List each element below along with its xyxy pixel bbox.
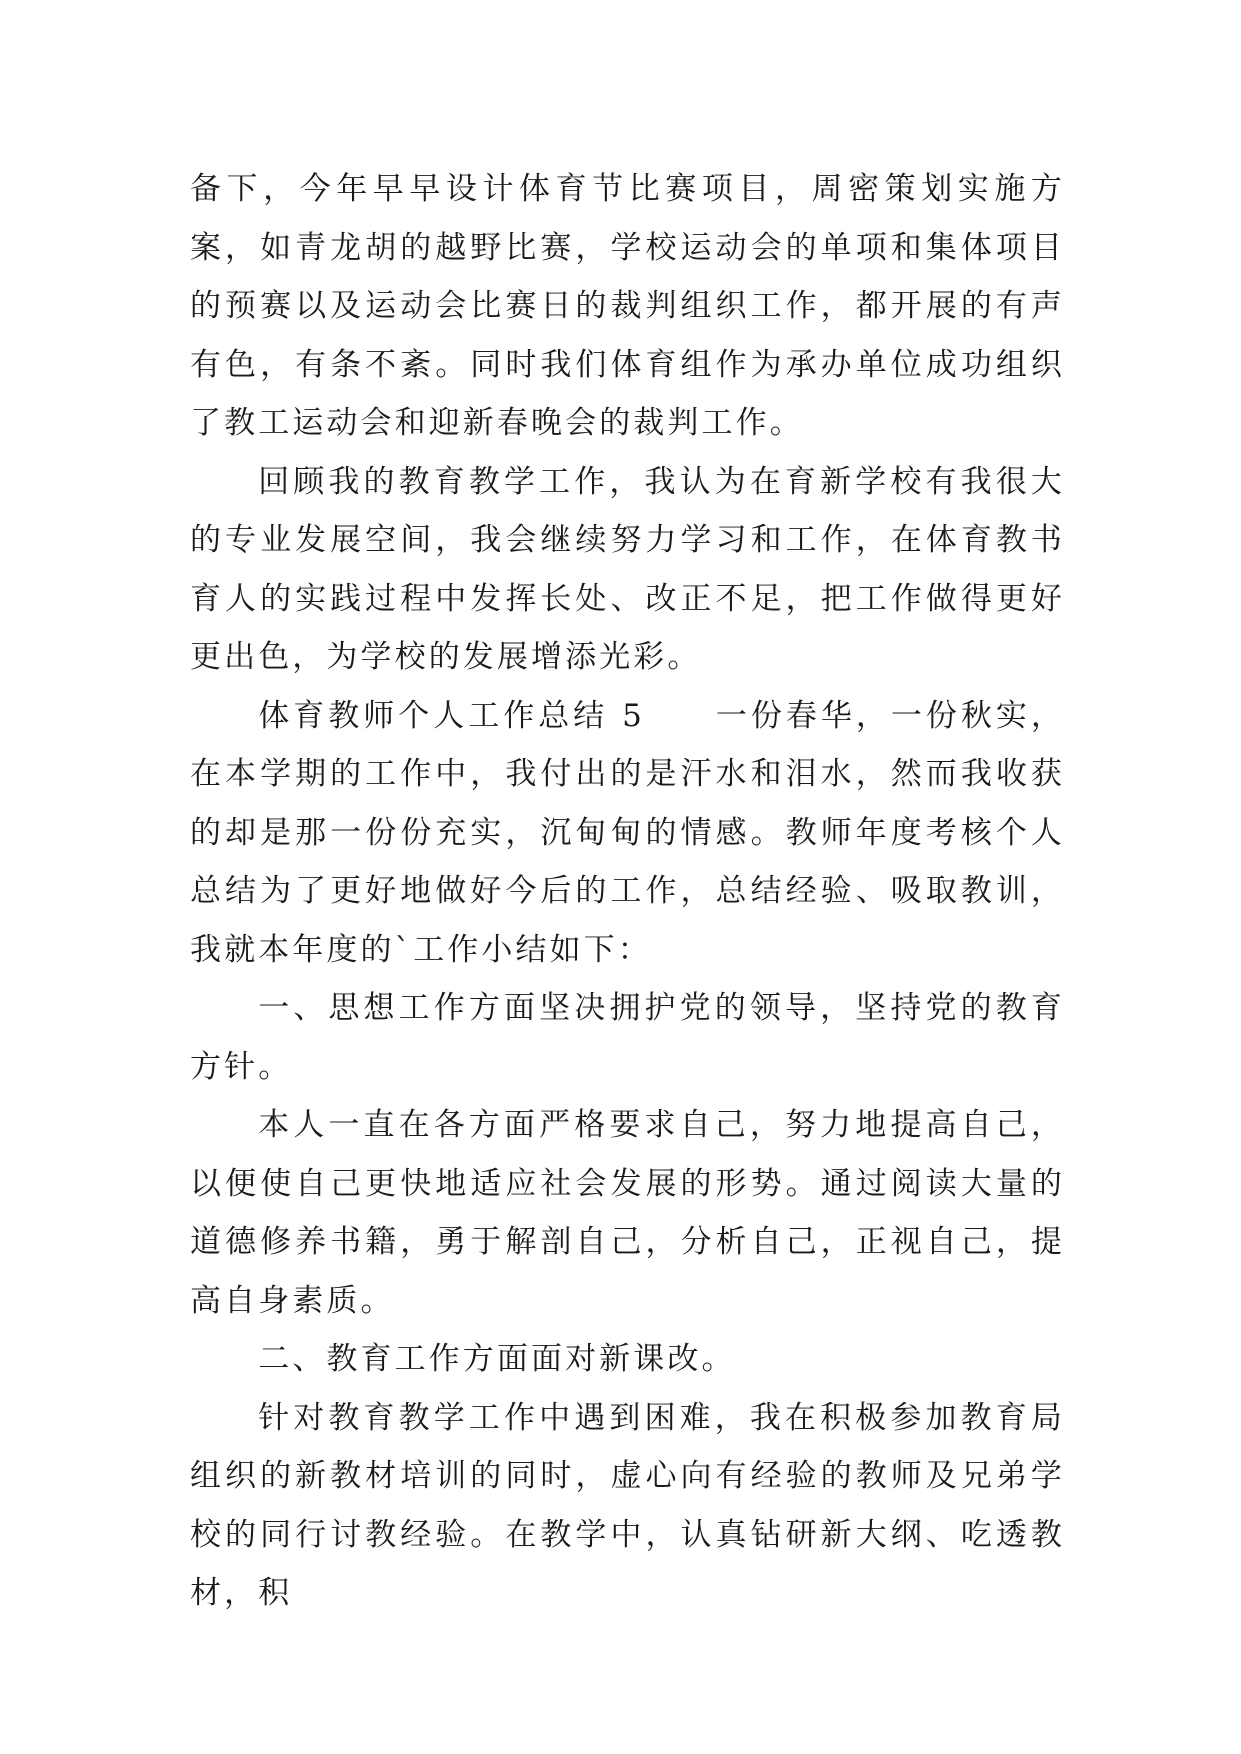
paragraph-summary-5: 体育教师个人工作总结 5 一份春华，一份秋实，在本学期的工作中，我付出的是汗水和泪水，然而我收获的却是那一份份充实，沉甸甸的情感。教师年度考核个人总结为了更好地做好今后的工作，总结经验、吸取教训，我就本年度的`工作小结如下： [190, 697, 1065, 968]
paragraph-teaching: 针对教育教学工作中遇到困难，我在积极参加教育局组织的新教材培训的同时，虚心向有经验的教师及兄弟学校的同行讨教经验。在教学中，认真钻研新大纲、吃透教材，积 [190, 1399, 1065, 1611]
paragraph-review: 回顾我的教育教学工作，我认为在育新学校有我很大的专业发展空间，我会继续努力学习和工作，在体育教书育人的实践过程中发挥长处、改正不足，把工作做得更好更出色，为学校的发展增添光彩。 [190, 463, 1065, 675]
heading-education-work: 二、教育工作方面面对新课改。 [258, 1341, 736, 1377]
paragraph-self-requirement: 本人一直在各方面严格要求自己，努力地提高自己，以便使自己更快地适应社会发展的形势。通过阅读大量的道德修养书籍，勇于解剖自己，分析自己，正视自己，提高自身素质。 [190, 1107, 1065, 1319]
document-body [190, 160, 1065, 1623]
paragraph-continuation: 备下，今年早早设计体育节比赛项目，周密策划实施方案，如青龙胡的越野比赛，学校运动会的单项和集体项目的预赛以及运动会比赛日的裁判组织工作，都开展的有声有色，有条不紊。同时我们体育组作为承办单位成功组织了教工运动会和迎新春晚会的裁判工作。 [190, 171, 1065, 441]
heading-ideology: 一、思想工作方面坚决拥护党的领导，坚持党的教育方针。 [190, 990, 1065, 1085]
